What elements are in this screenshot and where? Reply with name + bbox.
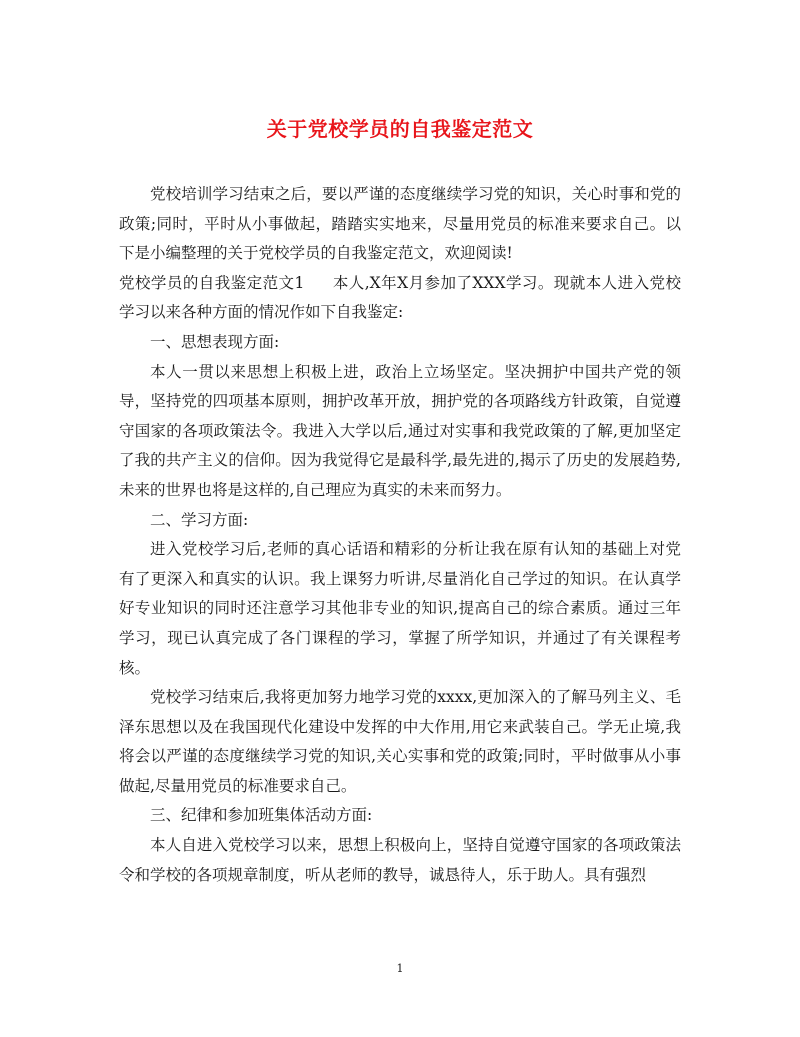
intro-paragraph: 党校培训学习结束之后，要以严谨的态度继续学习党的知识，关心时事和党的政策;同时，平时从小事做起，踏踏实实地来，尽量用党员的标准来要求自己。以下是小编整理的关于党校学员的自我鉴定范文，欢迎阅读!: [119, 185, 681, 263]
study-paragraph: 进入党校学习后,老师的真心话语和精彩的分析让我在原有认知的基础上对党有了更深入和真实的认识。我上课努力听讲,尽量消化自己学过的知识。在认真学好专业知识的同时还注意学习其他非专业的知识,提高自己的综合素质。通过三年学习，现已认真完成了各门课程的学习，掌握了所学知识，并通过了有关课程考核。: [119, 540, 681, 677]
document-title: 关于党校学员的自我鉴定范文: [266, 117, 534, 141]
after-study-paragraph: 党校学习结束后,我将更加努力地学习党的xxxx,更加深入的了解马列主义、毛泽东思想以及在我国现代化建设中发挥的中大作用,用它来武装自己。学无止境,我将会以严谨的态度继续学习党的知识,关心实事和党的政策;同时，平时做事从小事做起,尽量用党员的标准要求自己。: [119, 688, 681, 795]
discipline-paragraph: 本人自进入党校学习以来，思想上积极向上，坚持自觉遵守国家的各项政策法令和学校的各项规章制度，听从老师的教导，诚恳待人，乐于助人。具有强烈: [119, 836, 681, 884]
thought-paragraph: 本人一贯以来思想上积极上进，政治上立场坚定。坚决拥护中国共产党的领导，坚持党的四项基本原则，拥护改革开放，拥护党的各项路线方针政策，自觉遵守国家的各项政策法令。我进入大学以后,通过对实事和我党政策的了解,更加坚定了我的共产主义的信仰。因为我觉得它是最科学,最先进的,揭示了历史的发展趋势,未来的世界也将是这样的,自己理应为真实的未来而努力。: [119, 362, 681, 499]
sample-opening: 本人,X年X月参加了XXX学习。现就本人进入党校学习以来各种方面的情况作如下自我鉴定:: [119, 273, 681, 322]
sample-paragraph: [119, 269, 681, 328]
page-number: 1: [396, 962, 404, 975]
sample-label: 党校学员的自我鉴定范文1: [119, 273, 305, 292]
section-heading-thought: 一、思想表现方面:: [150, 332, 280, 351]
section-heading-study: 二、学习方面:: [150, 510, 249, 529]
document-body: [119, 180, 681, 890]
section-heading-discipline: 三、纪律和参加班集体活动方面:: [150, 806, 373, 825]
